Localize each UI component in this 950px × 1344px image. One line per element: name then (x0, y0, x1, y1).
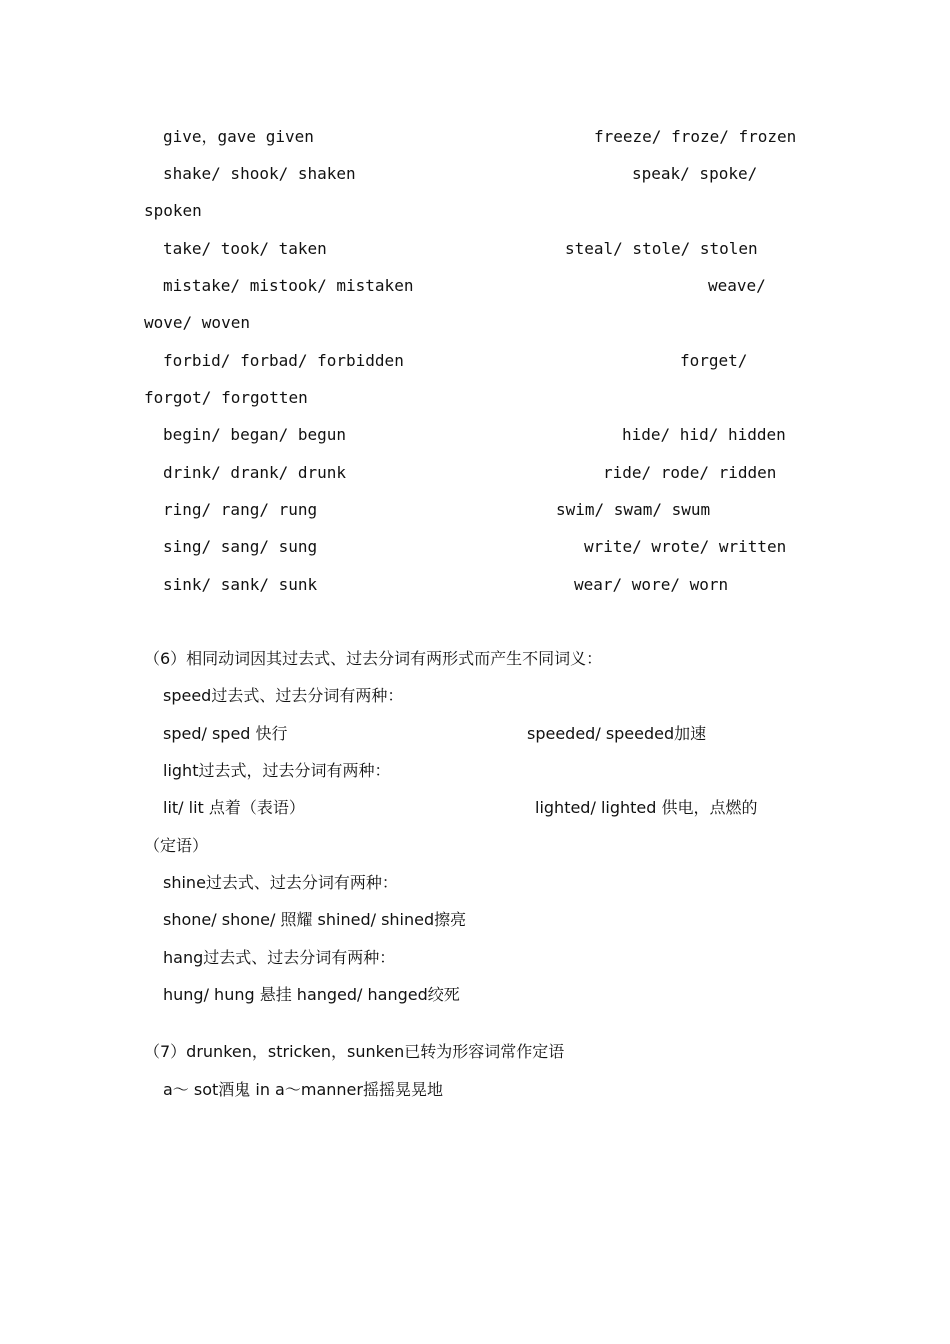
shine-intro: shine过去式、过去分词有两种： (163, 873, 398, 892)
verb-weave: weave/ (708, 276, 766, 295)
speed-intro: speed过去式、过去分词有两种： (163, 686, 404, 705)
verb-forget: forget/ (680, 351, 748, 370)
verb-take: take/ took/ taken (163, 239, 327, 258)
verb-speak: speak/ spoke/ (632, 164, 758, 183)
verb-begin: begin/ began/ begun (163, 425, 347, 444)
verb-give: give，gave given (163, 127, 314, 146)
section-7-heading: （7）drunken，stricken，sunken已转为形容词常作定语 (144, 1042, 565, 1061)
verb-swim: swim/ swam/ swum (556, 500, 711, 519)
light-intro: light过去式，过去分词有两种： (163, 761, 391, 780)
verb-ring: ring/ rang/ rung (163, 500, 318, 519)
verb-shake: shake/ shook/ shaken (163, 164, 356, 183)
light-form-a: lit/ lit 点着（表语） (163, 798, 305, 817)
verb-freeze: freeze/ froze/ frozen (594, 127, 797, 146)
verb-wear: wear/ wore/ worn (574, 575, 729, 594)
verb-hide: hide/ hid/ hidden (622, 425, 786, 444)
verb-weave-wrap: wove/ woven (144, 313, 250, 332)
shine-forms: shone/ shone/ 照耀 shined/ shined擦亮 (163, 910, 467, 929)
verb-forbid: forbid/ forbad/ forbidden (163, 351, 404, 370)
verb-sing: sing/ sang/ sung (163, 537, 318, 556)
section-7-example: a～ sot酒鬼 in a～manner摇摇晃晃地 (163, 1080, 443, 1099)
section-6-heading: （6）相同动词因其过去式、过去分词有两形式而产生不同词义： (144, 649, 603, 668)
verb-forget-wrap: forgot/ forgotten (144, 388, 308, 407)
verb-steal: steal/ stole/ stolen (565, 239, 758, 258)
verb-drink: drink/ drank/ drunk (163, 463, 347, 482)
light-form-b: lighted/ lighted 供电，点燃的 (535, 798, 758, 817)
hang-forms: hung/ hung 悬挂 hanged/ hanged绞死 (163, 985, 460, 1004)
speed-form-a: sped/ sped 快行 (163, 724, 288, 743)
verb-ride: ride/ rode/ ridden (603, 463, 777, 482)
verb-sink: sink/ sank/ sunk (163, 575, 318, 594)
speed-form-b: speeded/ speeded加速 (527, 724, 707, 743)
verb-speak-wrap: spoken (144, 201, 202, 220)
hang-intro: hang过去式、过去分词有两种： (163, 948, 396, 967)
light-form-b-wrap: （定语） (144, 836, 209, 855)
verb-write: write/ wrote/ written (584, 537, 787, 556)
verb-mistake: mistake/ mistook/ mistaken (163, 276, 414, 295)
